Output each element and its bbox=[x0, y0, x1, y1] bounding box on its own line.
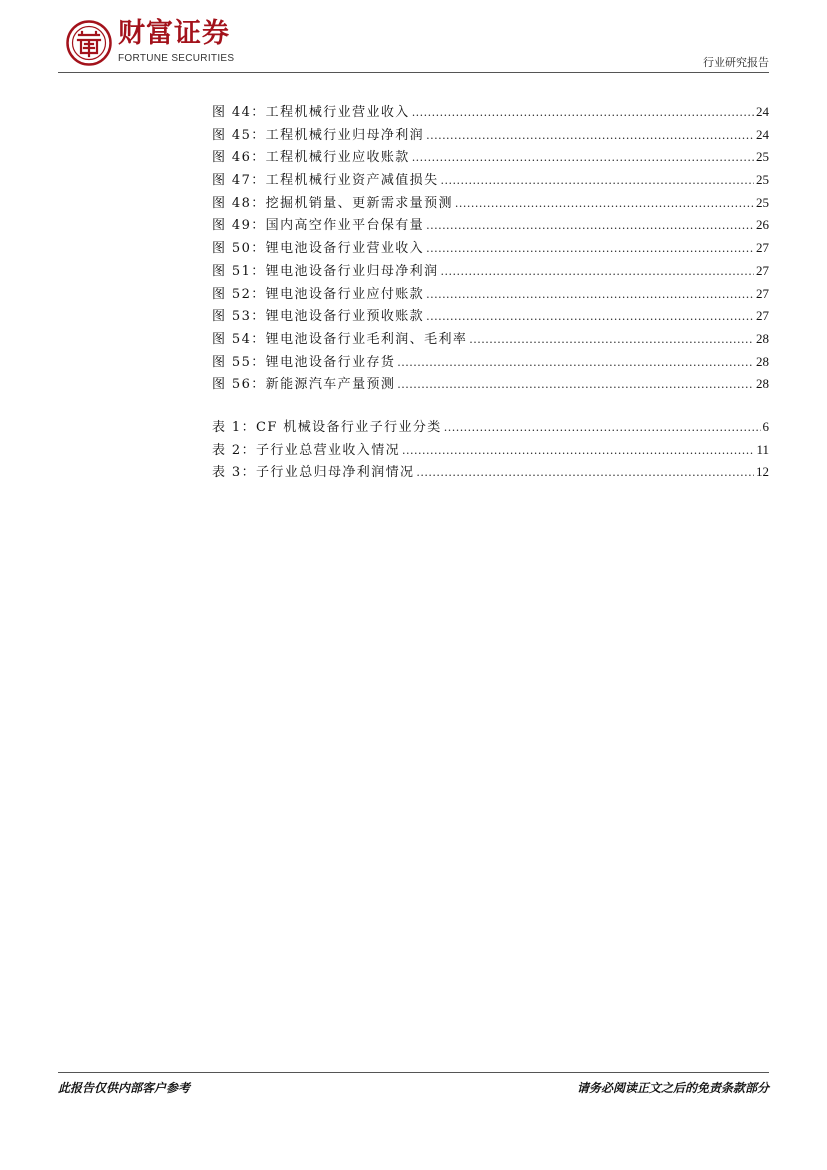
toc-entry-label: 图 55：锂电池设备行业存货 bbox=[212, 354, 396, 370]
toc-entry-page: 24 bbox=[756, 104, 769, 119]
toc-entry-label: 图 44：工程机械行业营业收入 bbox=[212, 105, 410, 120]
toc-entry-page: 12 bbox=[756, 464, 769, 480]
toc-entry-label: 图 53：锂电池设备行业预收账款 bbox=[212, 309, 425, 325]
toc-entry-page: 27 bbox=[756, 240, 769, 256]
toc-entry[interactable] bbox=[212, 214, 769, 237]
toc-entry-page: 28 bbox=[756, 353, 769, 369]
table-list bbox=[212, 416, 769, 484]
toc-entry-label: 图 49：国内高空作业平台保有量 bbox=[212, 218, 425, 234]
toc-entry[interactable] bbox=[212, 124, 769, 147]
toc-entry-label: 图 48：挖掘机销量、更新需求量预测 bbox=[212, 195, 453, 211]
toc-entry[interactable] bbox=[212, 373, 769, 396]
figure-list bbox=[212, 101, 769, 396]
fortune-seal-icon bbox=[66, 20, 112, 66]
toc-leader-dots bbox=[444, 417, 761, 440]
toc-entry-page: 27 bbox=[756, 262, 769, 278]
toc-entry-page: 24 bbox=[756, 126, 769, 142]
toc-entry[interactable] bbox=[212, 169, 769, 192]
page-header bbox=[0, 0, 827, 76]
brand-name-cn: 财富证券 bbox=[118, 18, 230, 49]
toc-leader-dots bbox=[426, 284, 754, 307]
toc-entry-page: 11 bbox=[756, 441, 769, 457]
toc-entry-page: 26 bbox=[756, 217, 769, 233]
toc-leader-dots bbox=[416, 462, 754, 485]
toc-entry-label: 表 1：CF 机械设备行业子行业分类 bbox=[212, 419, 442, 435]
toc-leader-dots bbox=[426, 238, 754, 261]
toc-leader-dots bbox=[469, 329, 754, 352]
toc-leader-dots bbox=[440, 261, 754, 284]
toc-entry[interactable] bbox=[212, 461, 769, 484]
toc-leader-dots bbox=[402, 440, 754, 463]
toc-leader-dots bbox=[440, 170, 754, 193]
toc-entry-label: 图 50：锂电池设备行业营业收入 bbox=[212, 241, 425, 257]
toc-entry[interactable] bbox=[212, 192, 769, 215]
header-divider bbox=[58, 72, 769, 73]
footer-disclaimer-right: 请务必阅读正文之后的免责条款部分 bbox=[576, 1081, 769, 1095]
toc-entry-label: 图 45：工程机械行业归母净利润 bbox=[212, 127, 425, 143]
toc-entry[interactable] bbox=[212, 260, 769, 283]
toc-entry[interactable] bbox=[212, 351, 769, 374]
toc-entry-page: 6 bbox=[762, 418, 769, 434]
toc-entry-page: 25 bbox=[756, 194, 769, 210]
toc-entry[interactable] bbox=[212, 328, 769, 351]
toc-entry-page: 25 bbox=[756, 172, 769, 188]
toc-entry-label: 图 56：新能源汽车产量预测 bbox=[212, 377, 396, 393]
toc-leader-dots bbox=[426, 125, 754, 148]
toc-entry-page: 27 bbox=[756, 285, 769, 301]
footer-disclaimer-left: 此报告仅供内部客户参考 bbox=[58, 1081, 191, 1095]
toc-entry[interactable] bbox=[212, 283, 769, 306]
toc-entry-page: 25 bbox=[756, 149, 769, 165]
toc-entry-label: 图 52：锂电池设备行业应付账款 bbox=[212, 286, 425, 302]
toc-entry[interactable] bbox=[212, 146, 769, 169]
toc-entry-label: 图 46：工程机械行业应收账款 bbox=[212, 150, 410, 166]
report-type-label: 行业研究报告 bbox=[703, 56, 769, 69]
toc-entry-label: 图 47：工程机械行业资产减值损失 bbox=[212, 173, 439, 189]
toc-leader-dots bbox=[412, 147, 754, 170]
toc-entry[interactable] bbox=[212, 101, 769, 124]
toc-section-gap bbox=[212, 396, 769, 416]
toc-entry-page: 27 bbox=[756, 308, 769, 324]
toc-leader-dots bbox=[455, 193, 754, 216]
toc-entry-page: 28 bbox=[756, 330, 769, 346]
toc-leader-dots bbox=[426, 215, 754, 238]
toc-entry-page: 28 bbox=[756, 376, 769, 392]
toc-leader-dots bbox=[412, 102, 754, 125]
toc-entry[interactable] bbox=[212, 305, 769, 328]
table-of-contents bbox=[212, 101, 769, 484]
toc-entry[interactable] bbox=[212, 237, 769, 260]
footer-divider bbox=[58, 1072, 769, 1073]
brand-name-en: FORTUNE SECURITIES bbox=[118, 53, 235, 64]
toc-entry-label: 图 54：锂电池设备行业毛利润、毛利率 bbox=[212, 331, 468, 347]
toc-entry-label: 表 3：子行业总归母净利润情况 bbox=[212, 465, 415, 481]
toc-entry[interactable] bbox=[212, 439, 769, 462]
toc-leader-dots bbox=[397, 352, 754, 375]
toc-entry-label: 图 51：锂电池设备行业归母净利润 bbox=[212, 263, 439, 279]
toc-leader-dots bbox=[426, 306, 754, 329]
toc-entry[interactable] bbox=[212, 416, 769, 439]
toc-entry-label: 表 2：子行业总营业收入情况 bbox=[212, 442, 401, 458]
toc-leader-dots bbox=[397, 374, 754, 397]
